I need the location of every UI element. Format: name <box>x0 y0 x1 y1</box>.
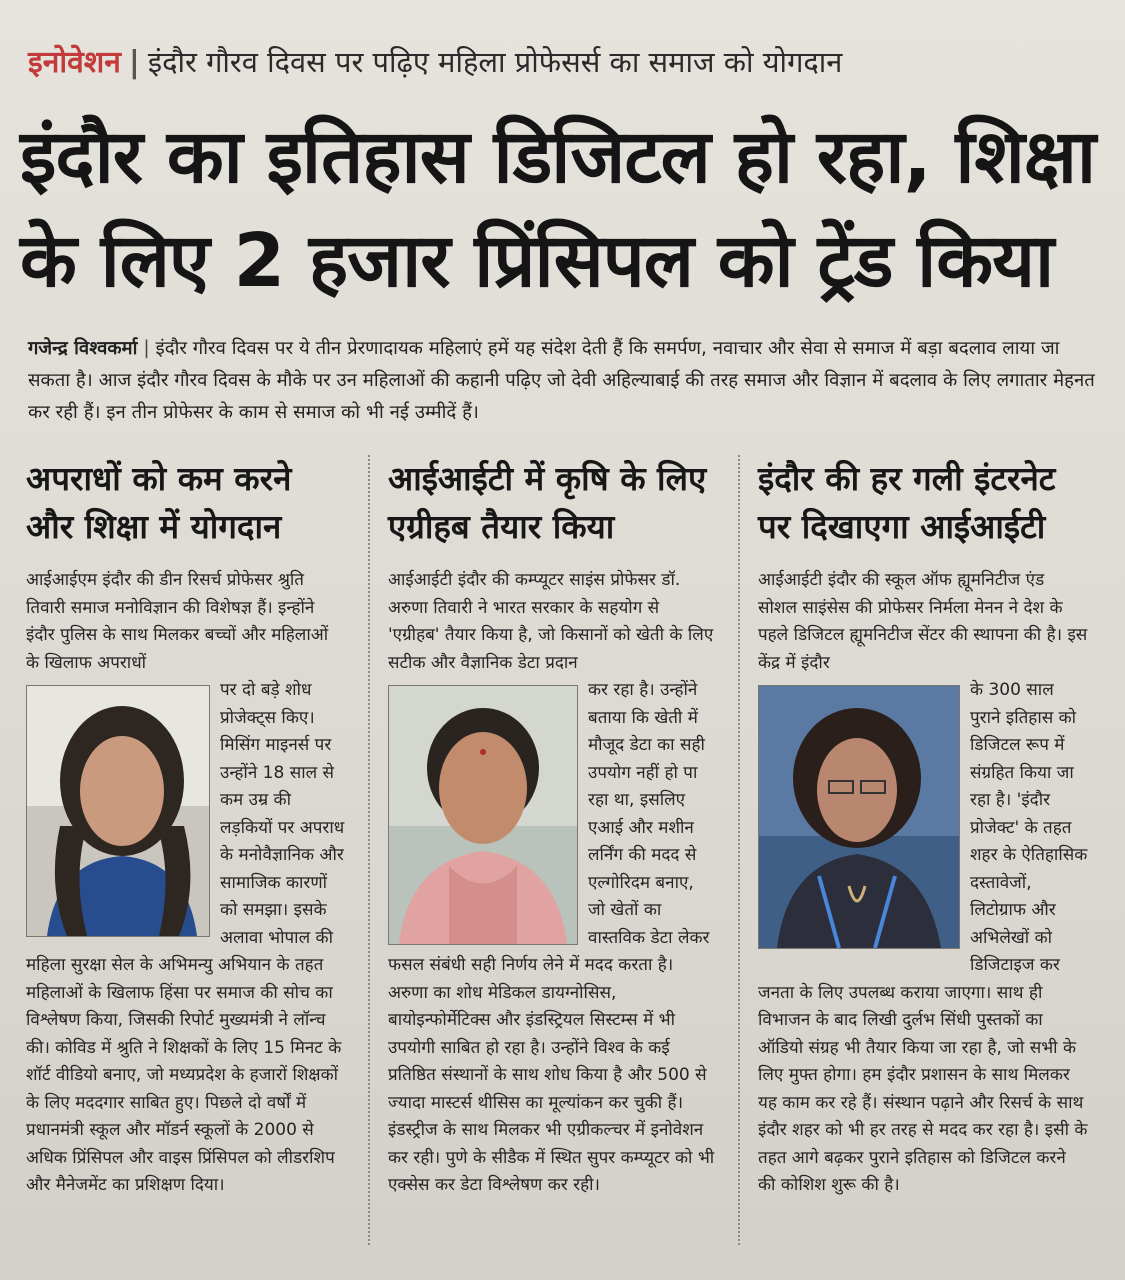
story-body <box>758 567 1088 1200</box>
column-divider <box>368 455 370 1245</box>
column-divider <box>738 455 740 1245</box>
story-text-lead: आईआईटी इंदौर की कम्प्यूटर साइंस प्रोफेसर डॉ. अरुणा तिवारी ने भारत सरकार के सहयोग से 'एग्रीहब' तैयार किया है, जो किसानों को खेती के लिए सटीक और वैज्ञानिक डेटा प्रदान <box>388 570 714 673</box>
story-body <box>26 567 346 1200</box>
story-text-lead: आईआईटी इंदौर की स्कूल ऑफ ह्यूमनिटीज एंड सोशल साइंसेस की प्रोफेसर निर्मला मेनन ने देश के पहले डिजिटल ह्यूमनिटीज सेंटर की स्थापना की है। इस केंद्र में इंदौर <box>758 570 1088 673</box>
story-column-2 <box>388 455 716 1200</box>
portrait-illustration <box>759 686 959 948</box>
kicker-text: इंदौर गौरव दिवस पर पढ़िए महिला प्रोफेसर्स का समाज को योगदान <box>147 45 843 79</box>
story-text-continued: पर दो बड़े शोध प्रोजेक्ट्स किए। मिसिंग माइनर्स पर उन्होंने 18 साल से कम उम्र की लड़कियों पर अपराध के मनोवैज्ञानिक और सामाजिक कारणों को समझा। इसके अलावा भोपाल की महिला सुरक्षा सेल के अभिमन्यु अभियान के तहत महिलाओं के खिलाफ हिंसा पर समाज की सोच का विश्लेषण किया, जिसकी रिपोर्ट मुख्यमंत्री ने लॉन्च की। कोविड में श्रुति ने शिक्षकों के लिए 15 मिनट के शॉर्ट वीडियो बनाए, जो मध्यप्रदेश के हजारों शिक्षकों के लिए मददगार साबित हुए। पिछले दो वर्षों में प्रधानमंत्री स्कूल और मॉडर्न स्कूलों के 2000 से अधिक प्रिंसिपल और वाइस प्रिंसिपल को लीडरशिप और मैनेजमेंट का प्रशिक्षण दिया। <box>26 680 345 1195</box>
portrait-illustration <box>389 686 577 944</box>
headline: इंदौर का इतिहास डिजिटल हो रहा, शिक्षा के लिए 2 हजार प्रिंसिपल को ट्रेंड किया <box>20 114 1096 304</box>
intro-text: इंदौर गौरव दिवस पर ये तीन प्रेरणादायक महिलाएं हमें यह संदेश देती हैं कि समर्पण, नवाचार और सेवा से समाज में बड़ा बदलाव लाया जा सकता है। आज इंदौर गौरव दिवस के मौके पर उन महिलाओं की कहानी पढ़िए जो देवी अहिल्याबाई की तरह समाज और विज्ञान में बदलाव के लिए लगातार मेहनत कर रही हैं। इन तीन प्रोफेसर के काम से समाज को भी नई उम्मीदें हैं। <box>28 338 1095 423</box>
kicker-tag: इनोवेशन <box>28 45 121 80</box>
story-text-lead: आईआईएम इंदौर की डीन रिसर्च प्रोफेसर श्रुति तिवारी समाज मनोविज्ञान की विशेषज्ञ हैं। इन्होंने इंदौर पुलिस के साथ मिलकर बच्चों और महिलाओं के खिलाफ अपराधों <box>26 570 329 673</box>
section-kicker <box>28 40 1108 81</box>
portrait-illustration <box>27 686 209 936</box>
portrait-photo <box>758 685 960 949</box>
byline-separator: | <box>143 338 150 359</box>
story-text-continued: कर रहा है। उन्होंने बताया कि खेती में मौजूद डेटा का सही उपयोग नहीं हो पा रहा था, इसलिए एआई और मशीन लर्निंग की मदद से एल्गोरिदम बनाए, जो खेतों का वास्तविक डेटा लेकर फसल संबंधी सही निर्णय लेने में मदद करता है। अरुणा का शोध मेडिकल डायग्नोसिस, बायोइन्फोर्मेटिक्स और इंडस्ट्रियल सिस्टम्स में भी उपयोगी साबित हो रहा है। उन्होंने विश्व के कई प्रतिष्ठित संस्थानों के साथ शोध किया है और 500 से ज्यादा मास्टर्स थीसिस का मूल्यांकन कर चुकी हैं। इंडस्ट्रीज के साथ मिलकर भी एग्रीकल्चर में इनोवेशन कर रही। पुणे के सीडैक में स्थित सुपर कम्प्यूटर को भी एक्सेस कर डेटा विश्लेषण कर रही। <box>388 680 715 1195</box>
intro-paragraph <box>28 333 1098 429</box>
story-column-3 <box>758 455 1088 1200</box>
story-heading: अपराधों को कम करने और शिक्षा में योगदान <box>26 459 292 546</box>
story-heading: इंदौर की हर गली इंटरनेट पर दिखाएगा आईआईटी <box>758 459 1056 546</box>
kicker-separator: | <box>128 45 140 80</box>
portrait-photo <box>26 685 210 937</box>
byline: गजेन्द्र विश्वकर्मा <box>28 338 138 359</box>
story-body <box>388 567 716 1200</box>
story-text-continued: के 300 साल पुराने इतिहास को डिजिटल रूप में संग्रहित किया जा रहा है। 'इंदौर प्रोजेक्ट' के तहत शहर के ऐतिहासिक दस्तावेजों, लिटोग्राफ और अभिलेखों को डिजिटाइज कर जनता के लिए उपलब्ध कराया जाएगा। साथ ही विभाजन के बाद लिखी दुर्लभ सिंधी पुस्तकों का ऑडियो संग्रह भी तैयार किया जा रहा है, जो सभी के लिए मुफ्त होगा। हम इंदौर प्रशासन के साथ मिलकर यह काम कर रहे हैं। संस्थान पढ़ाने और रिसर्च के साथ इंदौर शहर को भी हर तरह से मदद कर रहा है। इसी के तहत आगे बढ़कर पुराने इतिहास को डिजिटल करने की कोशिश शुरू की है। <box>758 680 1088 1195</box>
portrait-photo <box>388 685 578 945</box>
story-column-1 <box>26 455 346 1200</box>
story-heading: आईआईटी में कृषि के लिए एग्रीहब तैयार किया <box>388 459 707 546</box>
